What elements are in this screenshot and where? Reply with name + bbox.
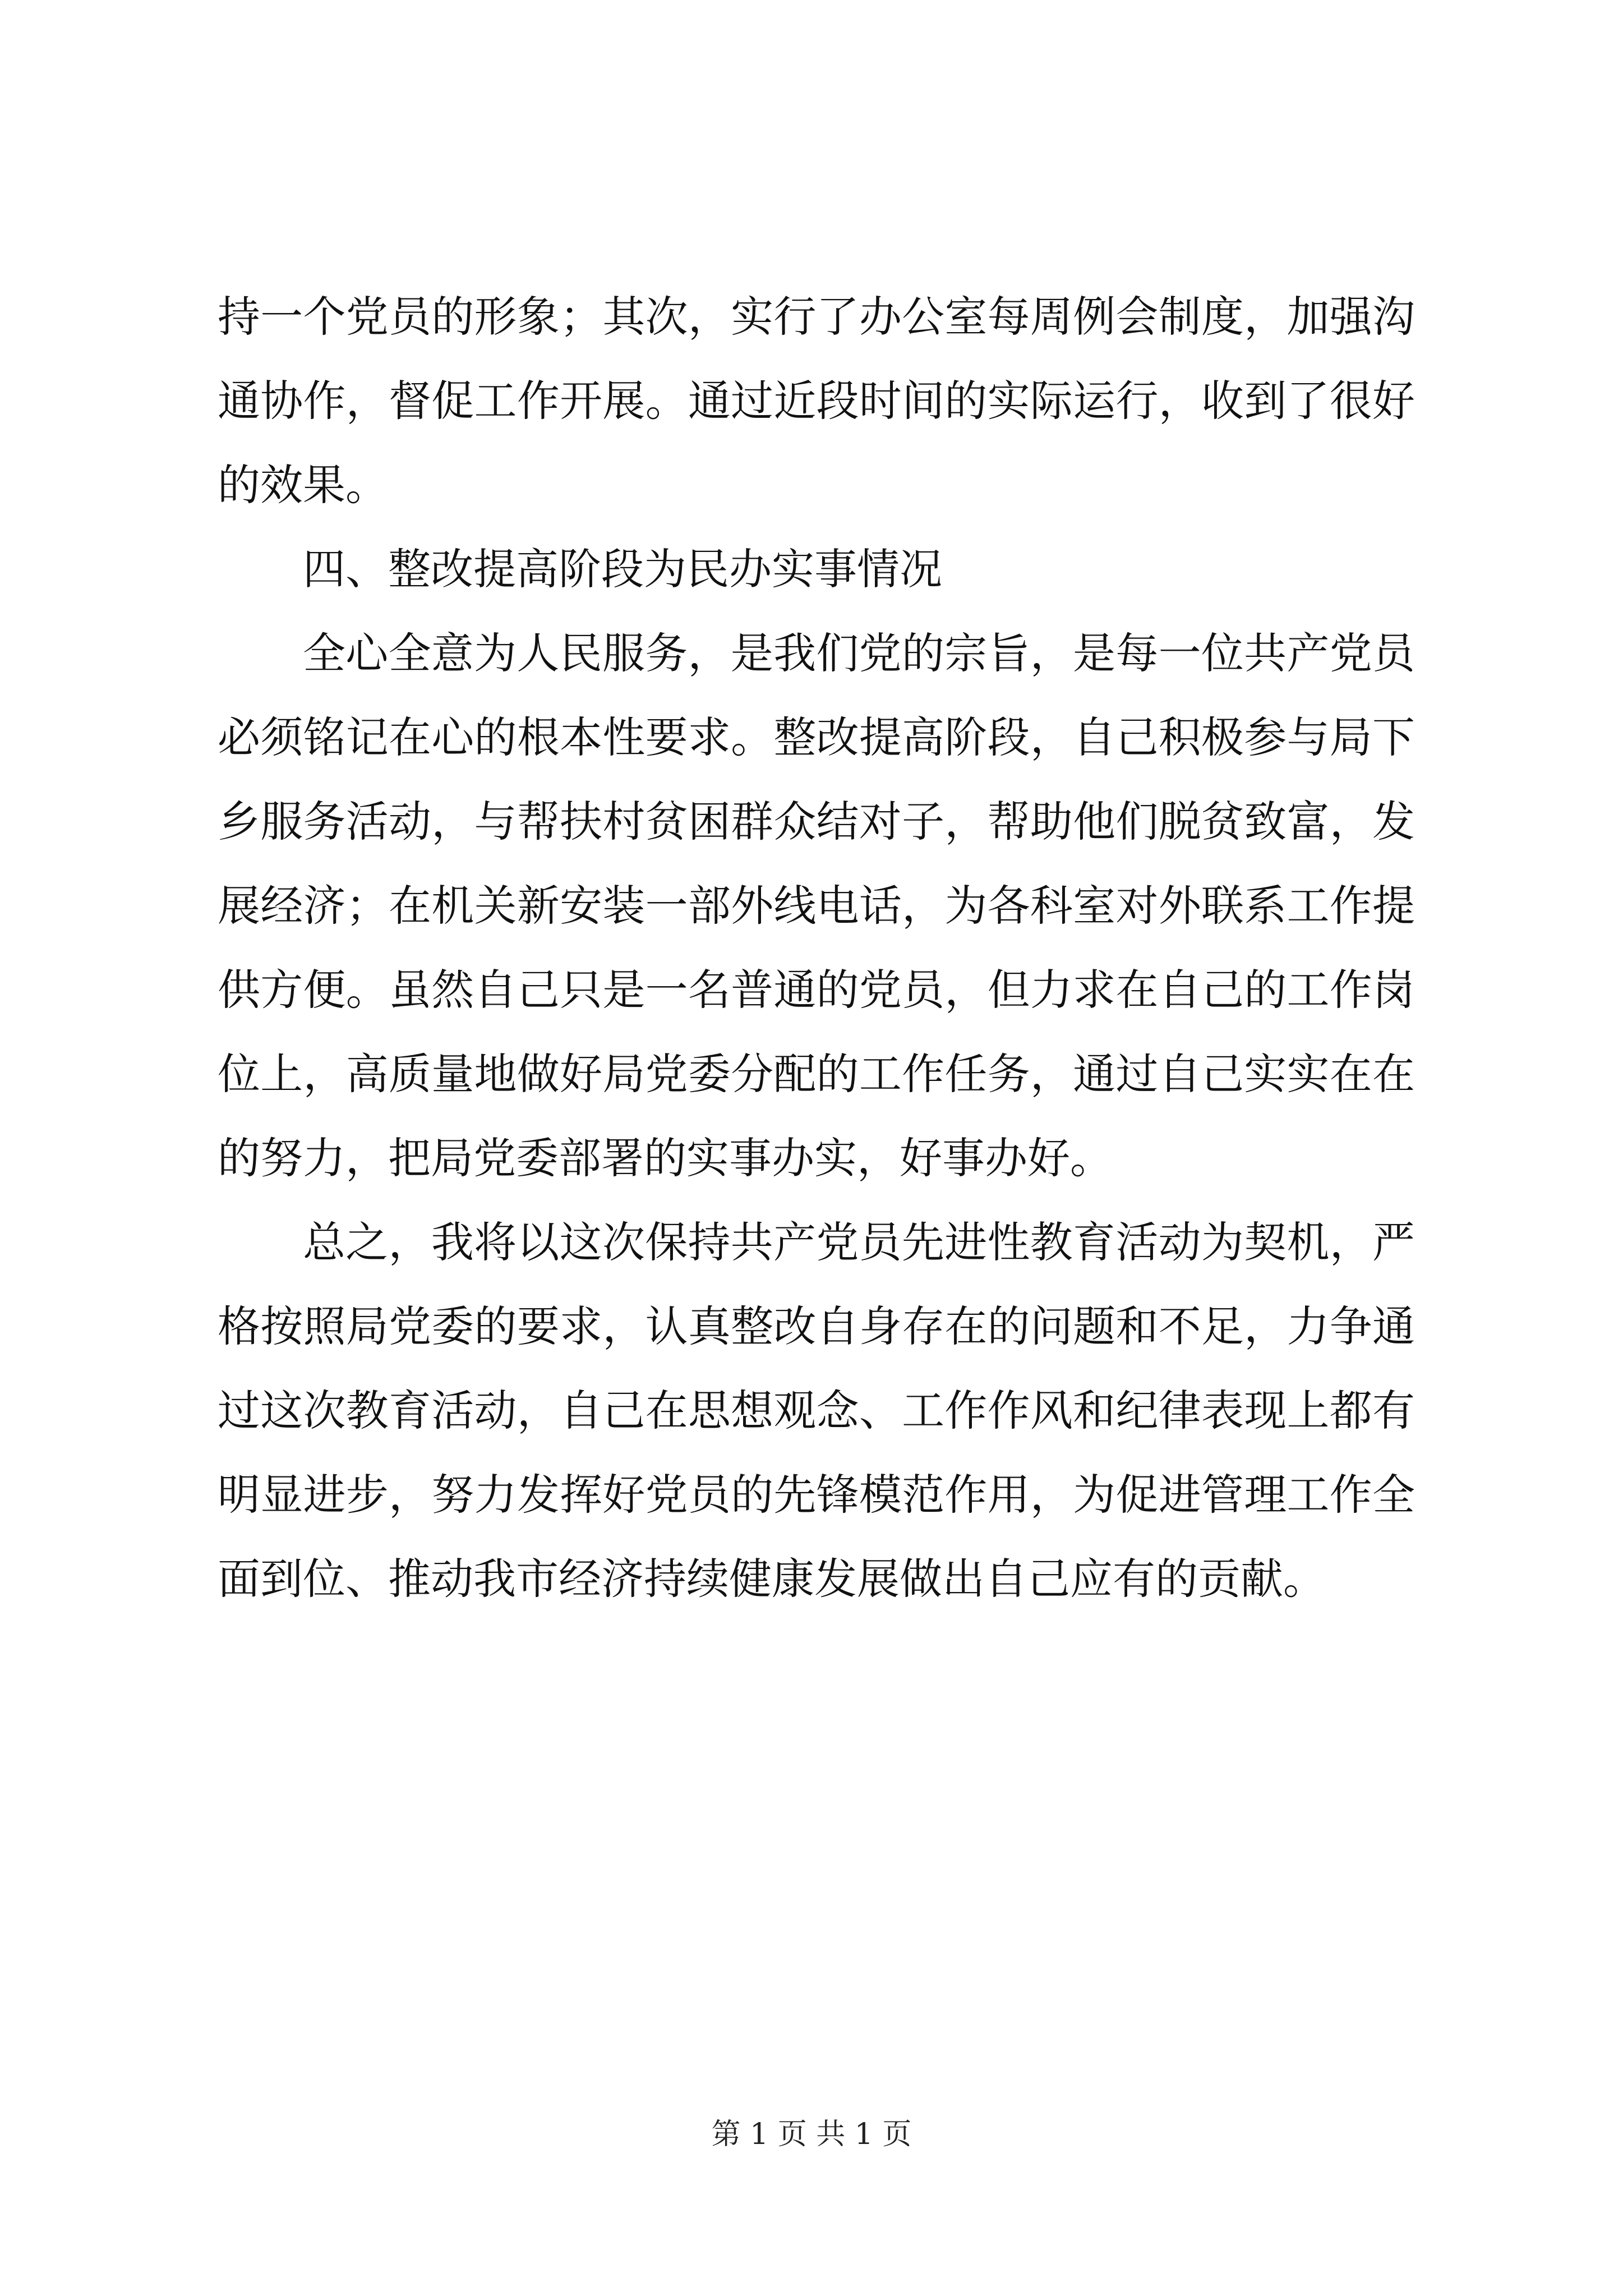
text-line: 位上，高质量地做好局党委分配的工作任务，通过自己实实在在	[218, 1049, 1415, 1099]
section-heading: 四、整改提高阶段为民办实事情况	[303, 544, 942, 594]
paragraph-conclusion	[218, 1200, 1415, 1621]
text-line: 面到位、推动我市经济持续健康发展做出自己应有的贡献。	[218, 1554, 1326, 1604]
text-line: 总之，我将以这次保持共产党员先进性教育活动为契机，严	[303, 1217, 1415, 1267]
text-line: 供方便。虽然自己只是一名普通的党员，但力求在自己的工作岗	[218, 965, 1415, 1015]
text-line: 格按照局党委的要求，认真整改自身存在的问题和不足，力争通	[218, 1301, 1415, 1351]
document-body	[218, 275, 1415, 1621]
text-line: 明显进步，努力发挥好党员的先锋模范作用，为促进管理工作全	[218, 1470, 1415, 1520]
text-line: 全心全意为人民服务，是我们党的宗旨，是每一位共产党员	[303, 628, 1415, 678]
page-number: 第 1 页 共 1 页	[711, 2118, 912, 2151]
text-line: 的努力，把局党委部署的实事办实，好事办好。	[218, 1133, 1113, 1183]
paragraph-continuation	[218, 275, 1415, 527]
paragraph-service	[218, 611, 1415, 1200]
text-line: 展经济；在机关新安装一部外线电话，为各科室对外联系工作提	[218, 881, 1415, 931]
text-line: 通协作，督促工作开展。通过近段时间的实际运行，收到了很好	[218, 376, 1415, 426]
text-line: 的效果。	[218, 460, 388, 510]
text-line: 持一个党员的形象；其次，实行了办公室每周例会制度，加强沟	[218, 292, 1415, 342]
text-line: 过这次教育活动，自己在思想观念、工作作风和纪律表现上都有	[218, 1386, 1415, 1435]
text-line: 乡服务活动，与帮扶村贫困群众结对子，帮助他们脱贫致富，发	[218, 797, 1415, 846]
text-line: 必须铭记在心的根本性要求。整改提高阶段，自己积极参与局下	[218, 712, 1415, 762]
